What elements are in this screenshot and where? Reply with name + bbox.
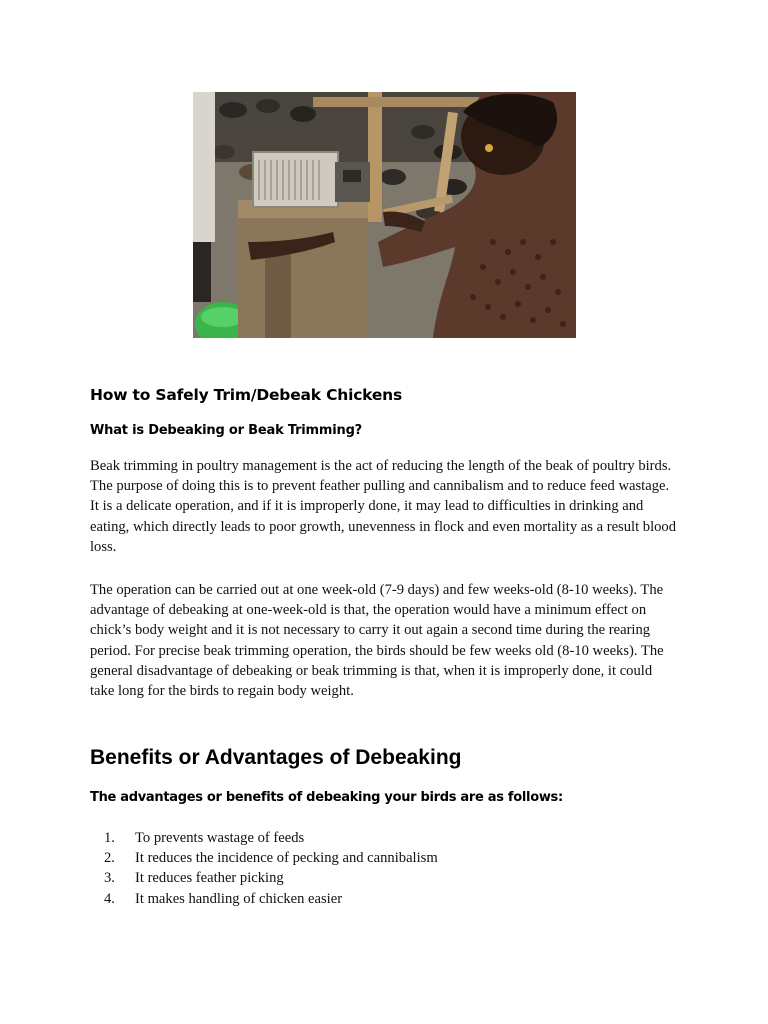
list-item: [90, 889, 438, 909]
paragraph-timing: The operation can be carried out at one week-old (7-9 days) and few weeks-old (8-10 weeks). The advantage of debeaking at one-week-old is that, the operation would have a minimum effect on chick’s body weight and it is not necessary to carry it out again a second time during the rearing period. For precise beak trimming operation, the birds should be few weeks old (8-10 weeks). The general disadvantage of debeaking or beak trimming is that, when it is improperly done, it could take long for the birds to regain body weight.: [90, 582, 664, 700]
advantages-list: [90, 828, 438, 909]
list-item-text: To prevents wastage of feeds: [135, 830, 305, 846]
article-title: How to Safely Trim/Debeak Chickens: [90, 386, 403, 404]
list-item-text: It reduces feather picking: [135, 870, 284, 887]
paragraph-definition: Beak trimming in poultry management is the act of reducing the length of the beak of poultry birds. The purpose of doing this is to prevent feather pulling and cannibalism and to reduce feed wastage. It is a delicate operation, and if it is improperly done, it may lead to difficulties in drinking and eating, which directly leads to poor growth, unevenness in flock and even mortality as a result blood loss.: [90, 458, 677, 555]
list-item: [90, 828, 438, 848]
advantages-intro: The advantages or benefits of debeaking your birds are as follows:: [90, 790, 563, 805]
list-item-text: It reduces the incidence of pecking and cannibalism: [135, 850, 438, 867]
section-subtitle: What is Debeaking or Beak Trimming?: [90, 423, 363, 438]
list-item-number: 1.: [104, 830, 115, 846]
list-item: [90, 848, 438, 868]
list-item-number: 3.: [104, 870, 115, 887]
list-item-number: 4.: [104, 890, 115, 907]
debeaking-photo: [193, 92, 576, 338]
list-item-text: It makes handling of chicken easier: [135, 890, 343, 907]
list-item: [90, 868, 438, 888]
benefits-heading: Benefits or Advantages of Debeaking: [90, 746, 462, 769]
list-item-number: 2.: [104, 850, 115, 867]
